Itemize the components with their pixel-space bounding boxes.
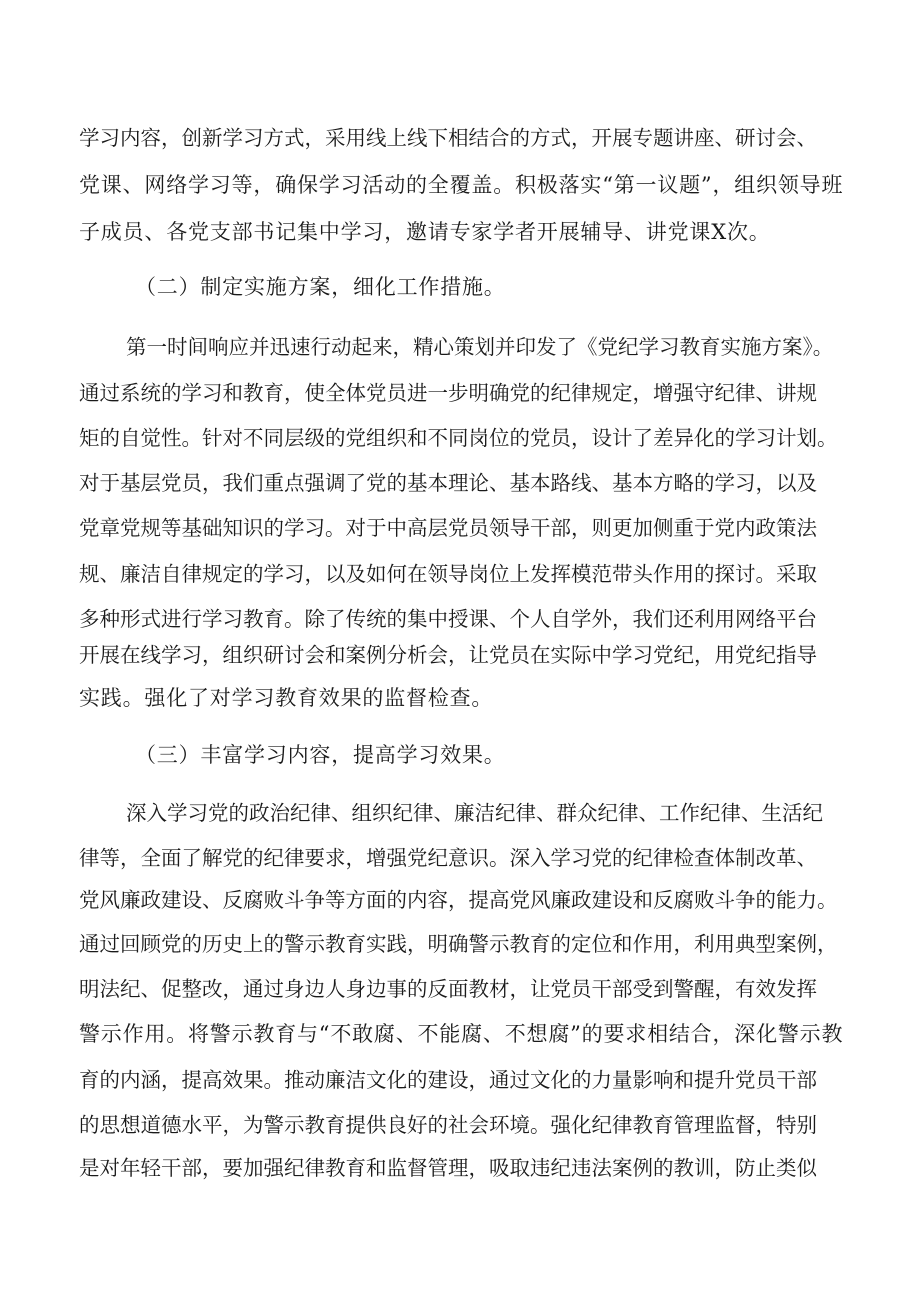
text-line: 学习内容，创新学习方式，采用线上线下相结合的方式，开展专题讲座、研讨会、 bbox=[79, 126, 817, 150]
text-line: 深入学习党的政治纪律、组织纪律、廉洁纪律、群众纪律、工作纪律、生活纪 bbox=[126, 801, 823, 825]
text-line: 通过回顾党的历史上的警示教育实践，明确警示教育的定位和作用，利用典型案例， bbox=[79, 932, 838, 956]
text-line: 党章党规等基础知识的学习。对于中高层党员领导干部，则更加侧重于党内政策法 bbox=[79, 516, 817, 540]
text-line: 党风廉政建设、反腐败斗争等方面的内容，提高党风廉政建设和反腐败斗争的能力。 bbox=[79, 888, 838, 912]
text-line: 对于基层党员，我们重点强调了党的基本理论、基本路线、基本方略的学习，以及 bbox=[79, 471, 817, 495]
text-line: 第一时间响应并迅速行动起来，精心策划并印发了《党纪学习教育实施方案》。 bbox=[126, 335, 834, 359]
text-line: 开展在线学习，组织研讨会和案例分析会，让党员在实际中学习党纪，用党纪指导 bbox=[79, 643, 817, 667]
section-heading: （三）丰富学习内容，提高学习效果。 bbox=[135, 743, 506, 767]
text-line: 警示作用。将警示教育与“不敢腐、不能腐、不想腐”的要求相结合，深化警示教 bbox=[79, 1022, 844, 1046]
text-line: 多种形式进行学习教育。除了传统的集中授课、个人自学外，我们还利用网络平台 bbox=[79, 607, 817, 631]
text-line: 的思想道德水平，为警示教育提供良好的社会环境。强化纪律教育管理监督，特别 bbox=[79, 1113, 817, 1137]
text-line: 律等，全面了解党的纪律要求，增强党纪意识。深入学习党的纪律检查体制改革、 bbox=[79, 846, 817, 870]
text-line: 通过系统的学习和教育，使全体党员进一步明确党的纪律规定，增强守纪律、讲规 bbox=[79, 381, 817, 405]
text-line: 育的内涵，提高效果。推动廉洁文化的建设，通过文化的力量影响和提升党员干部 bbox=[79, 1068, 817, 1092]
section-heading: （二）制定实施方案，细化工作措施。 bbox=[135, 275, 506, 299]
text-line: 规、廉洁自律规定的学习，以及如何在领导岗位上发挥模范带头作用的探讨。采取 bbox=[79, 562, 817, 586]
text-line: 子成员、各党支部书记集中学习，邀请专家学者开展辅导、讲党课X次。 bbox=[79, 220, 771, 244]
text-line: 党课、网络学习等，确保学习活动的全覆盖。积极落实“第一议题”，组织领导班 bbox=[79, 173, 844, 197]
text-line: 是对年轻干部，要加强纪律教育和监督管理，吸取违纪违法案例的教训，防止类似 bbox=[79, 1156, 817, 1180]
text-line: 明法纪、促整改，通过身边人身边事的反面教材，让党员干部受到警醒，有效发挥 bbox=[79, 977, 817, 1001]
text-line: 矩的自觉性。针对不同层级的党组织和不同岗位的党员，设计了差异化的学习计划。 bbox=[79, 426, 838, 450]
text-line: 实践。强化了对学习教育效果的监督检查。 bbox=[79, 686, 494, 710]
